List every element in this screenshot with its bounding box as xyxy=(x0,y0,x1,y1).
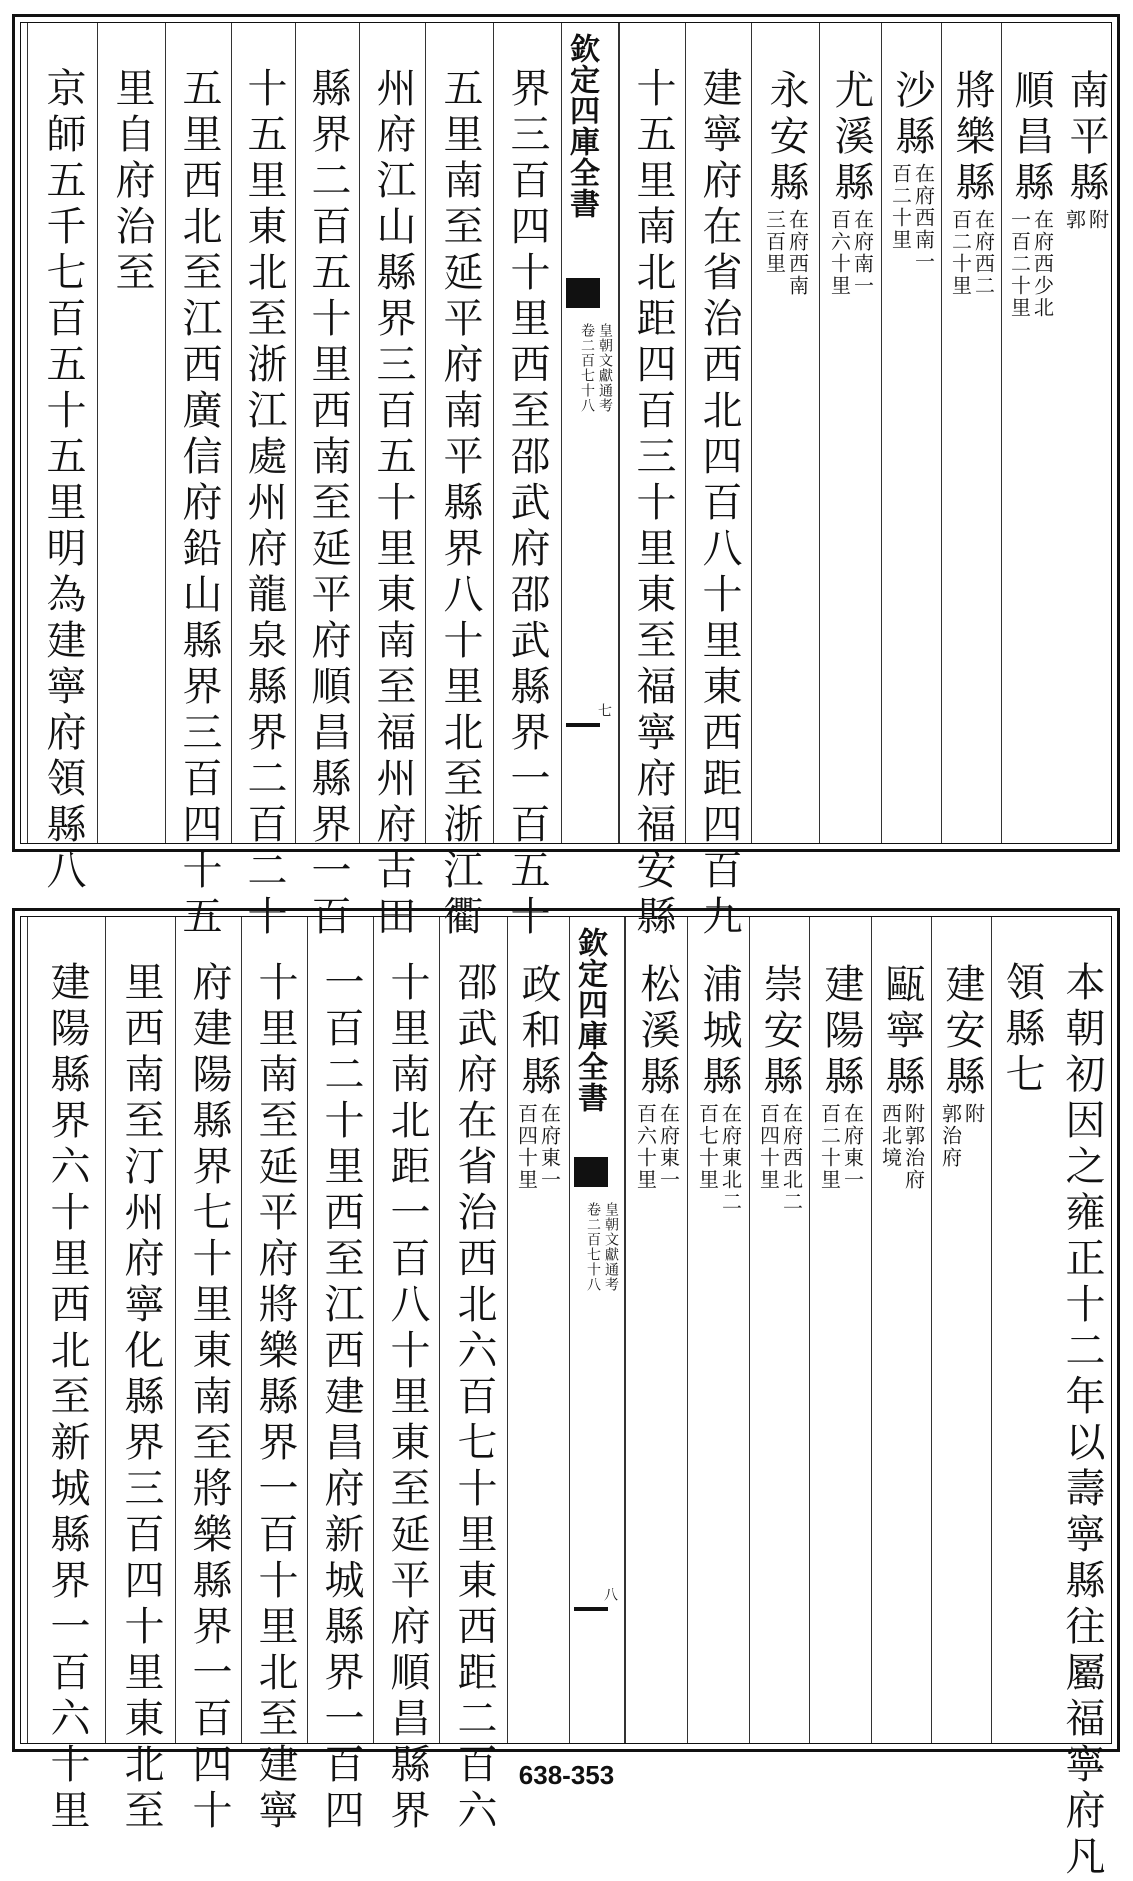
county-note: 在府東一 xyxy=(537,1103,562,1191)
spine-page-number: 七 xyxy=(596,703,612,717)
text-column: 一百二十里西至江西建昌府新城縣界一百四 xyxy=(318,961,364,1835)
text-column: 十里南至延平府將樂縣界一百十里北至建寧 xyxy=(252,961,298,1835)
spine-book-title: 皇朝文獻通考 xyxy=(603,1202,619,1292)
spine-volume: 卷二百七十八 xyxy=(585,1202,601,1292)
county-name: 松溪縣 xyxy=(634,963,680,1101)
county-note: 郭 xyxy=(1062,209,1087,231)
county-note: 百六十里 xyxy=(827,209,852,297)
text-column: 府建陽縣界七十里東南至將樂縣界一百四十 xyxy=(186,961,232,1835)
county-note: 在府東一 xyxy=(656,1103,681,1191)
column xyxy=(105,917,176,1835)
column xyxy=(507,917,568,1743)
column xyxy=(439,917,508,1835)
county-note: 百七十里 xyxy=(695,1103,720,1191)
county-name: 浦城縣 xyxy=(696,963,742,1101)
column xyxy=(619,23,686,941)
county-name: 甌寧縣 xyxy=(879,963,925,1101)
county-name: 順昌縣 xyxy=(1008,69,1054,207)
county-name: 尤溪縣 xyxy=(828,69,874,207)
county-note: 在府東北二 xyxy=(718,1103,743,1213)
column xyxy=(359,23,426,941)
page-number: 638-353 xyxy=(518,1760,615,1790)
top-page xyxy=(12,14,1120,941)
text-column: 領縣七 xyxy=(999,961,1045,1099)
county-name: 沙縣 xyxy=(889,69,935,161)
column xyxy=(295,23,360,941)
column xyxy=(751,23,820,843)
text-column: 十里南北距一百八十里東至延平府順昌縣界 xyxy=(384,961,430,1835)
column xyxy=(685,23,752,941)
text-column: 縣界二百五十里西南至延平府順昌縣界一百 xyxy=(305,67,351,941)
county-note: 附郭治府 xyxy=(901,1103,926,1191)
fish-tail-mark xyxy=(574,1607,608,1611)
text-column: 五里西北至江西廣信府鉛山縣界三百四十五 xyxy=(176,67,222,941)
column xyxy=(165,23,232,941)
county-note: 在府西南一 xyxy=(911,163,936,273)
text-column: 五里南至延平府南平縣界八十里北至浙江衢 xyxy=(437,67,483,941)
county-note: 百四十里 xyxy=(756,1103,781,1191)
text-column: 十五里東北至浙江處州府龍泉縣界二百二十 xyxy=(241,67,287,941)
spine-title: 欽定四庫全書 xyxy=(564,33,599,219)
text-column: 州府江山縣界三百五十里東南至福州府古田 xyxy=(370,67,416,941)
spine-volume: 卷二百七十八 xyxy=(579,323,595,413)
county-note: 百六十里 xyxy=(633,1103,658,1191)
county-name: 政和縣 xyxy=(515,963,561,1101)
column xyxy=(1051,917,1113,1881)
county-note: 在府南一 xyxy=(850,209,875,297)
county-note: 百二十里 xyxy=(948,209,973,297)
top-page-frame xyxy=(20,22,1112,941)
county-note: 在府東一 xyxy=(840,1103,865,1191)
county-name: 永安縣 xyxy=(763,69,809,207)
county-note: 一百二十里 xyxy=(1007,209,1032,319)
text-column: 邵武府在省治西北六百七十里東西距二百六 xyxy=(451,961,497,1835)
spine-page-number: 八 xyxy=(602,1587,618,1601)
column xyxy=(625,917,688,1743)
column xyxy=(231,23,296,941)
column xyxy=(493,23,560,941)
county-name: 崇安縣 xyxy=(757,963,803,1101)
column xyxy=(175,917,242,1835)
column xyxy=(97,23,166,843)
county-name: 南平縣 xyxy=(1063,69,1109,207)
spine-title: 欽定四庫全書 xyxy=(572,927,607,1113)
county-note: 在府西北二 xyxy=(779,1103,804,1213)
text-column: 建寧府在省治西北四百八十里東西距四百九 xyxy=(696,67,742,941)
text-column: 十五里南北距四百三十里東至福寧府福安縣 xyxy=(630,67,676,941)
text-column: 京師五千七百五十五里明為建寧府領縣八 xyxy=(40,67,86,895)
text-column: 里自府治至 xyxy=(109,67,155,297)
county-name: 建安縣 xyxy=(939,963,985,1101)
text-column: 建陽縣界六十里西北至新城縣界一百六十里 xyxy=(44,961,90,1835)
county-note: 三百里 xyxy=(762,209,787,275)
county-note: 在府西少北 xyxy=(1030,209,1055,319)
text-column: 里西南至汀州府寧化縣界三百四十里東北至 xyxy=(118,961,164,1835)
county-note: 百二十里 xyxy=(888,163,913,251)
fish-tail-mark xyxy=(566,278,600,308)
column xyxy=(27,917,106,1835)
column xyxy=(241,917,308,1835)
column xyxy=(425,23,494,941)
column xyxy=(307,917,374,1835)
text-column: 本朝初因之雍正十二年以壽寧縣往屬福寧府凡 xyxy=(1059,961,1105,1881)
center-fold xyxy=(561,23,619,843)
column xyxy=(373,917,440,1835)
county-note: 百二十里 xyxy=(817,1103,842,1191)
county-note: 百四十里 xyxy=(514,1103,539,1191)
county-note: 西北境 xyxy=(878,1103,903,1169)
text-column: 界三百四十里西至邵武府邵武縣界一百五十 xyxy=(504,67,550,941)
column xyxy=(27,23,98,895)
fish-tail-mark xyxy=(566,723,600,727)
county-note: 附 xyxy=(1085,209,1110,231)
county-note: 在府西南 xyxy=(785,209,810,297)
county-name: 將樂縣 xyxy=(949,69,995,207)
county-note: 郭治府 xyxy=(938,1103,963,1169)
county-note: 在府西二 xyxy=(971,209,996,297)
county-name: 建陽縣 xyxy=(818,963,864,1101)
spine-book-title: 皇朝文獻通考 xyxy=(597,323,613,413)
county-note: 附 xyxy=(961,1103,986,1125)
